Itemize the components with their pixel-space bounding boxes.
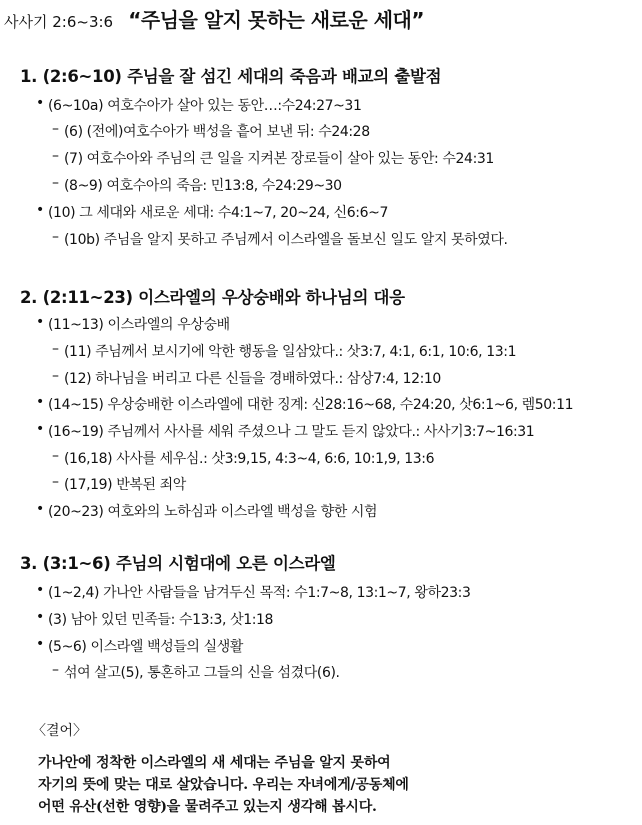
section-3-item-1: • (1~2,4) 가나안 사람들을 남겨두신 목적: 수1:7~8, 13:1~7, 왕하23:3 [48,582,470,602]
section-2-item-2: – (11) 주님께서 보시기에 악한 행동을 일삼았다.: 삿3:7, 4:1, 6:1, 10:6, 13:1 [64,341,516,361]
section-1-item-6: – (10b) 주님을 알지 못하고 주님께서 이스라엘을 돌보신 일도 알지 못하였다. [64,229,508,249]
conclusion-heading: 〈결어〉 [32,723,88,739]
section-2-item-3: – (12) 하나님을 버리고 다른 신들을 경배하였다.: 삼상7:4, 12:10 [64,368,441,388]
section-2-item-6: – (16,18) 사사를 세우심.: 삿3:9,15, 4:3~4, 6:6, 10:1,9, 13:6 [64,448,434,468]
section-1-item-2: – (6) (전에)여호수아가 백성을 흩어 보낸 뒤: 수24:28 [64,121,370,141]
section-1-item-5: • (10) 그 세대와 새로운 세대: 수4:1~7, 20~24, 신6:6~7 [48,202,388,222]
conclusion-line-1: 가나안에 정착한 이스라엘의 새 세대는 주님을 알지 못하여 [38,755,391,771]
sermon-title: “주님을 알지 못하는 새로운 세대” [128,8,424,32]
section-2-title: 2. (2:11~23) 이스라엘의 우상숭배와 하나님의 대응 [20,288,405,307]
conclusion-text [38,752,638,818]
section-1-item-3: – (7) 여호수아와 주님의 큰 일을 지켜본 장로들이 살아 있는 동안: 수24:31 [64,148,494,168]
section-1-title: 1. (2:6~10) 주님을 잘 섬긴 세대의 죽음과 배교의 출발점 [20,67,442,86]
conclusion-line-2: 자기의 뜻에 맞는 대로 살았습니다. 우리는 자녀에게/공동체에 [38,777,409,793]
section-3-item-2: • (3) 남아 있던 민족들: 수13:3, 삿1:18 [48,609,273,629]
document-header [4,4,424,33]
section-2-item-7: – (17,19) 반복된 죄악 [64,474,186,494]
section-3-title: 3. (3:1~6) 주님의 시험대에 오른 이스라엘 [20,554,336,573]
section-2-item-4: • (14~15) 우상숭배한 이스라엘에 대한 징계: 신28:16~68, 수24:20, 삿6:1~6, 렘50:11 [48,394,573,414]
scripture-reference: 사사기 2:6~3:6 [4,13,114,31]
section-3-item-3: • (5~6) 이스라엘 백성들의 실생활 [48,636,243,656]
section-2-item-8: • (20~23) 여호와의 노하심과 이스라엘 백성을 향한 시험 [48,501,377,521]
section-2-item-5: • (16~19) 주님께서 사사를 세워 주셨으나 그 말도 듣지 않았다.: 사사기3:7~16:31 [48,421,534,441]
section-1-item-1: • (6~10a) 여호수아가 살아 있는 동안…:수24:27~31 [48,95,361,115]
section-3-item-4: – 섞여 살고(5), 통혼하고 그들의 신을 섬겼다(6). [64,662,340,682]
section-2-item-1: • (11~13) 이스라엘의 우상숭배 [48,314,230,334]
conclusion-line-3: 어떤 유산(선한 영향)을 물려주고 있는지 생각해 봅시다. [38,799,377,815]
section-1-item-4: – (8~9) 여호수아의 죽음: 민13:8, 수24:29~30 [64,175,342,195]
